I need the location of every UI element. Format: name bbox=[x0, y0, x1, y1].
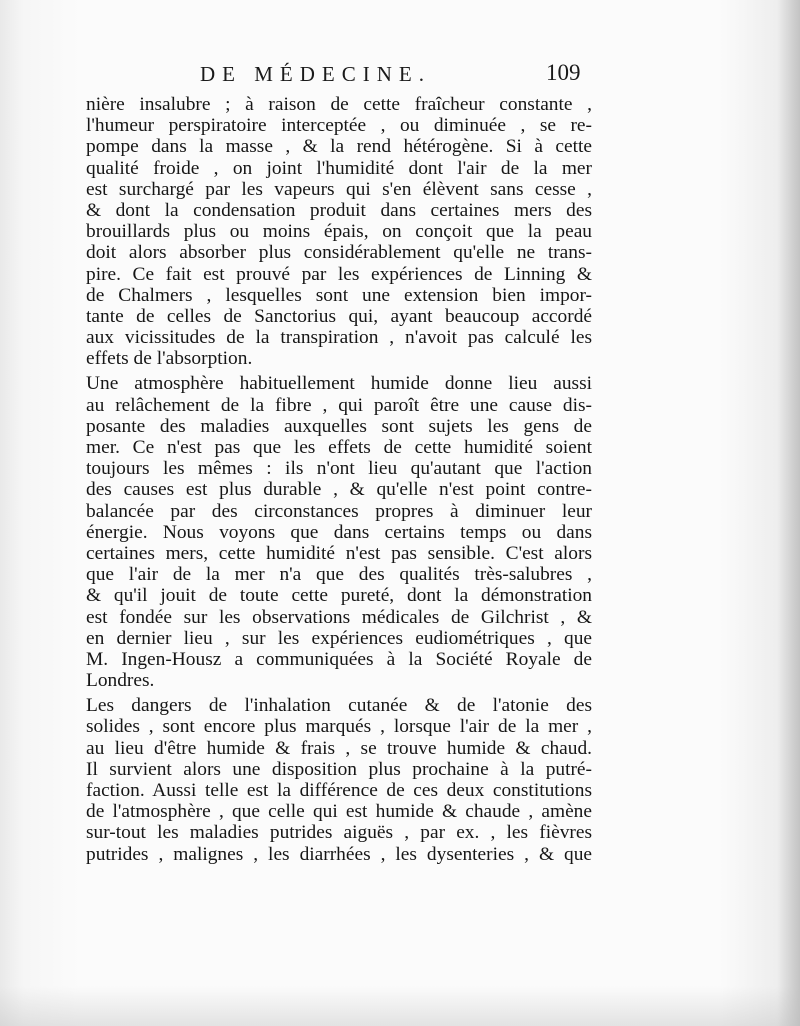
text-line: & dont la condensation produit dans certaines mers des bbox=[86, 199, 592, 221]
text-line: Les dangers de l'inhalation cutanée & de l'atonie des bbox=[86, 695, 592, 717]
text-line: des causes est plus durable , & qu'elle n'est point contre- bbox=[86, 479, 592, 501]
text-line: de Chalmers , lesquelles sont une extension bien impor- bbox=[86, 284, 592, 306]
page-edge-shadow bbox=[778, 0, 800, 1026]
text-line: l'humeur perspiratoire interceptée , ou diminuée , se re- bbox=[86, 115, 592, 137]
text-line: pire. Ce fait est prouvé par les expériences de Linning & bbox=[86, 263, 592, 285]
text-line: tante de celles de Sanctorius qui, ayant beaucoup accordé bbox=[86, 305, 592, 327]
text-line: sur-tout les maladies putrides aiguës , par ex. , les fièvres bbox=[86, 822, 592, 844]
text-line: est fondée sur les observations médicales de Gilchrist , & bbox=[86, 606, 592, 628]
text-line: putrides , malignes , les diarrhées , les dysenteries , & que bbox=[86, 843, 592, 865]
text-line: posante des maladies auxquelles sont sujets les gens de bbox=[86, 415, 592, 437]
text-line: Il survient alors une disposition plus prochaine à la putré- bbox=[86, 758, 592, 780]
text-line: au lieu d'être humide & frais , se trouve humide & chaud. bbox=[86, 737, 592, 759]
text-line: faction. Aussi telle est la différence de ces deux constitutions bbox=[86, 780, 592, 801]
text-line: toujours les mêmes : ils n'ont lieu qu'autant que l'action bbox=[86, 458, 592, 480]
text-line: qualité froide , on joint l'humidité dont l'air de la mer bbox=[86, 157, 592, 179]
text-line: énergie. Nous voyons que dans certains temps ou dans bbox=[86, 521, 592, 543]
text-line: de l'atmosphère , que celle qui est humide & chaude , amène bbox=[86, 801, 592, 823]
paragraph bbox=[86, 695, 592, 865]
paragraph bbox=[86, 94, 592, 369]
text-line: certaines mers, cette humidité n'est pas sensible. C'est alors bbox=[86, 542, 592, 564]
text-line: en dernier lieu , sur les expériences eudiométriques , que bbox=[86, 627, 592, 649]
text-line: M. Ingen-Housz a communiquées à la Société Royale de bbox=[86, 648, 592, 670]
text-line: effets de l'absorption. bbox=[86, 348, 253, 370]
text-line: Une atmosphère habituellement humide donne lieu aussi bbox=[86, 373, 592, 395]
running-header: DE MÉDECINE. bbox=[200, 62, 431, 86]
text-line: nière insalubre ; à raison de cette fraîcheur constante , bbox=[86, 94, 592, 115]
text-line: Londres. bbox=[86, 670, 155, 692]
text-line: mer. Ce n'est pas que les effets de cette humidité soient bbox=[86, 437, 592, 458]
text-line: est surchargé par les vapeurs qui s'en élèvent sans cesse , bbox=[86, 178, 592, 200]
text-line: aux vicissitudes de la transpiration , n'avoit pas calculé les bbox=[86, 327, 592, 349]
text-line: & qu'il jouit de toute cette pureté, dont la démonstration bbox=[86, 585, 592, 607]
text-line: que l'air de la mer n'a que des qualités très-salubres , bbox=[86, 564, 592, 586]
page-bottom-shadow bbox=[0, 986, 800, 1026]
text-line: doit alors absorber plus considérablement qu'elle ne trans- bbox=[86, 242, 592, 264]
page-number: 109 bbox=[546, 60, 581, 85]
text-line: pompe dans la masse , & la rend hétérogène. Si à cette bbox=[86, 136, 592, 158]
text-line: solides , sont encore plus marqués , lorsque l'air de la mer , bbox=[86, 716, 592, 738]
text-line: balancée par des circonstances propres à diminuer leur bbox=[86, 500, 592, 522]
paragraph bbox=[86, 373, 592, 691]
text-line: brouillards plus ou moins épais, on conçoit que la peau bbox=[86, 221, 592, 243]
text-line: au relâchement de la fibre , qui paroît être une cause dis- bbox=[86, 394, 592, 416]
body-text bbox=[86, 94, 592, 865]
